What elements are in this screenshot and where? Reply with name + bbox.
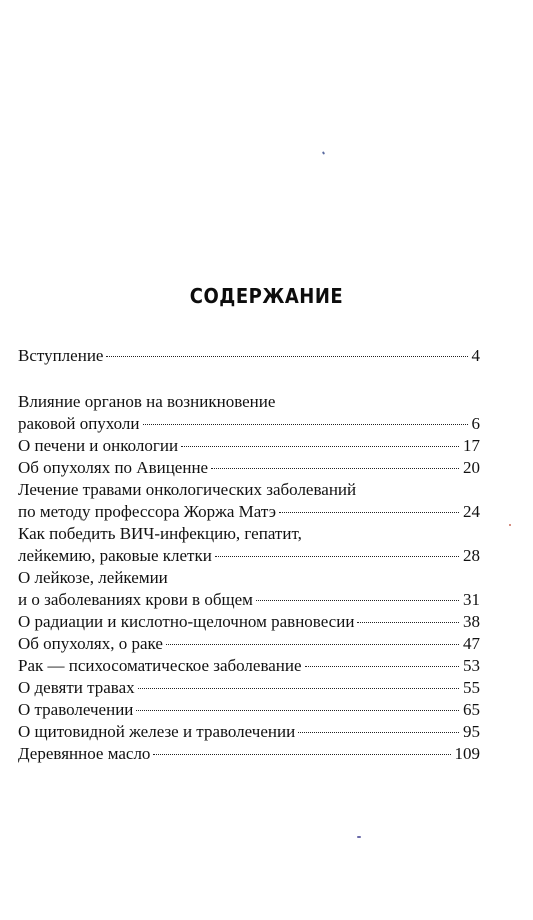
toc-entry xyxy=(18,545,480,567)
dot-leader xyxy=(138,688,459,689)
toc-entry xyxy=(18,721,480,743)
toc-entry xyxy=(18,413,480,435)
dot-leader xyxy=(153,754,450,755)
toc-entry-title: О печени и онкологии xyxy=(18,436,179,455)
dot-leader xyxy=(106,356,467,357)
toc-entry-line: Лечение травами онкологических заболеваний xyxy=(18,480,357,499)
toc-entry-line: О лейкозе, лейкемии xyxy=(18,568,168,587)
toc-entry-title: Рак — психосоматическое заболевание xyxy=(18,656,302,675)
toc-entry-page: 95 xyxy=(463,722,480,741)
toc-entry-line: Как победить ВИЧ-инфекцию, гепатит, xyxy=(18,524,302,543)
toc-entry-page: 38 xyxy=(463,612,480,631)
dot-leader xyxy=(357,622,459,623)
toc-entry-page: 47 xyxy=(463,634,480,653)
toc-entry-title: Вступление xyxy=(18,346,104,365)
toc-entry xyxy=(18,611,480,633)
scan-speck xyxy=(322,151,325,155)
dot-leader xyxy=(166,644,459,645)
toc-entry-page: 65 xyxy=(463,700,480,719)
dot-leader xyxy=(305,666,459,667)
toc-entry-page: 20 xyxy=(463,458,480,477)
toc-entry-page: 109 xyxy=(454,744,480,763)
toc-entry xyxy=(18,655,480,677)
toc-entry-page: 17 xyxy=(463,436,480,455)
toc-entry xyxy=(18,743,480,765)
toc-entry-page: 55 xyxy=(463,678,480,697)
toc-entry-title: Об опухолях по Авиценне xyxy=(18,458,209,477)
scan-speck xyxy=(509,524,511,526)
toc-entry-page: 6 xyxy=(471,414,480,433)
toc-entry xyxy=(18,435,480,457)
toc-entry-page: 31 xyxy=(463,590,480,609)
dot-leader xyxy=(298,732,459,733)
toc-entry-page: 4 xyxy=(471,346,480,365)
toc-entry xyxy=(18,633,480,655)
toc-entry-line: Влияние органов на возникновение xyxy=(18,392,276,411)
toc-entry xyxy=(18,699,480,721)
toc-entry-page: 53 xyxy=(463,656,480,675)
dot-leader xyxy=(256,600,459,601)
toc-entry xyxy=(18,677,480,699)
toc-entry xyxy=(18,589,480,611)
toc-entry xyxy=(18,457,480,479)
toc-entry-page: 28 xyxy=(463,546,480,565)
toc-entry-page: 24 xyxy=(463,502,480,521)
toc-entry-title: О девяти травах xyxy=(18,678,135,697)
dot-leader xyxy=(215,556,459,557)
dot-leader xyxy=(143,424,468,425)
scan-speck xyxy=(357,836,361,838)
toc-entry-title: Деревянное масло xyxy=(18,744,151,763)
toc-entry-title: О щитовидной железе и траволечении xyxy=(18,722,296,741)
toc-entry-title: по методу профессора Жоржа Матэ xyxy=(18,502,277,521)
toc-entry xyxy=(18,345,480,367)
toc-entry-title: Об опухолях, о раке xyxy=(18,634,163,653)
contents-heading: СОДЕРЖАНИЕ xyxy=(189,284,344,309)
toc-entry-title: О траволечении xyxy=(18,700,134,719)
toc-entry xyxy=(18,501,480,523)
toc-entry-title: и о заболеваниях крови в общем xyxy=(18,590,253,609)
dot-leader xyxy=(181,446,459,447)
dot-leader xyxy=(136,710,459,711)
dot-leader xyxy=(279,512,459,513)
toc-entry-title: лейкемию, раковые клетки xyxy=(18,546,212,565)
toc-entry-title: раковой опухоли xyxy=(18,414,140,433)
toc-entry-title: О радиации и кислотно-щелочном равновесии xyxy=(18,612,355,631)
dot-leader xyxy=(211,468,459,469)
